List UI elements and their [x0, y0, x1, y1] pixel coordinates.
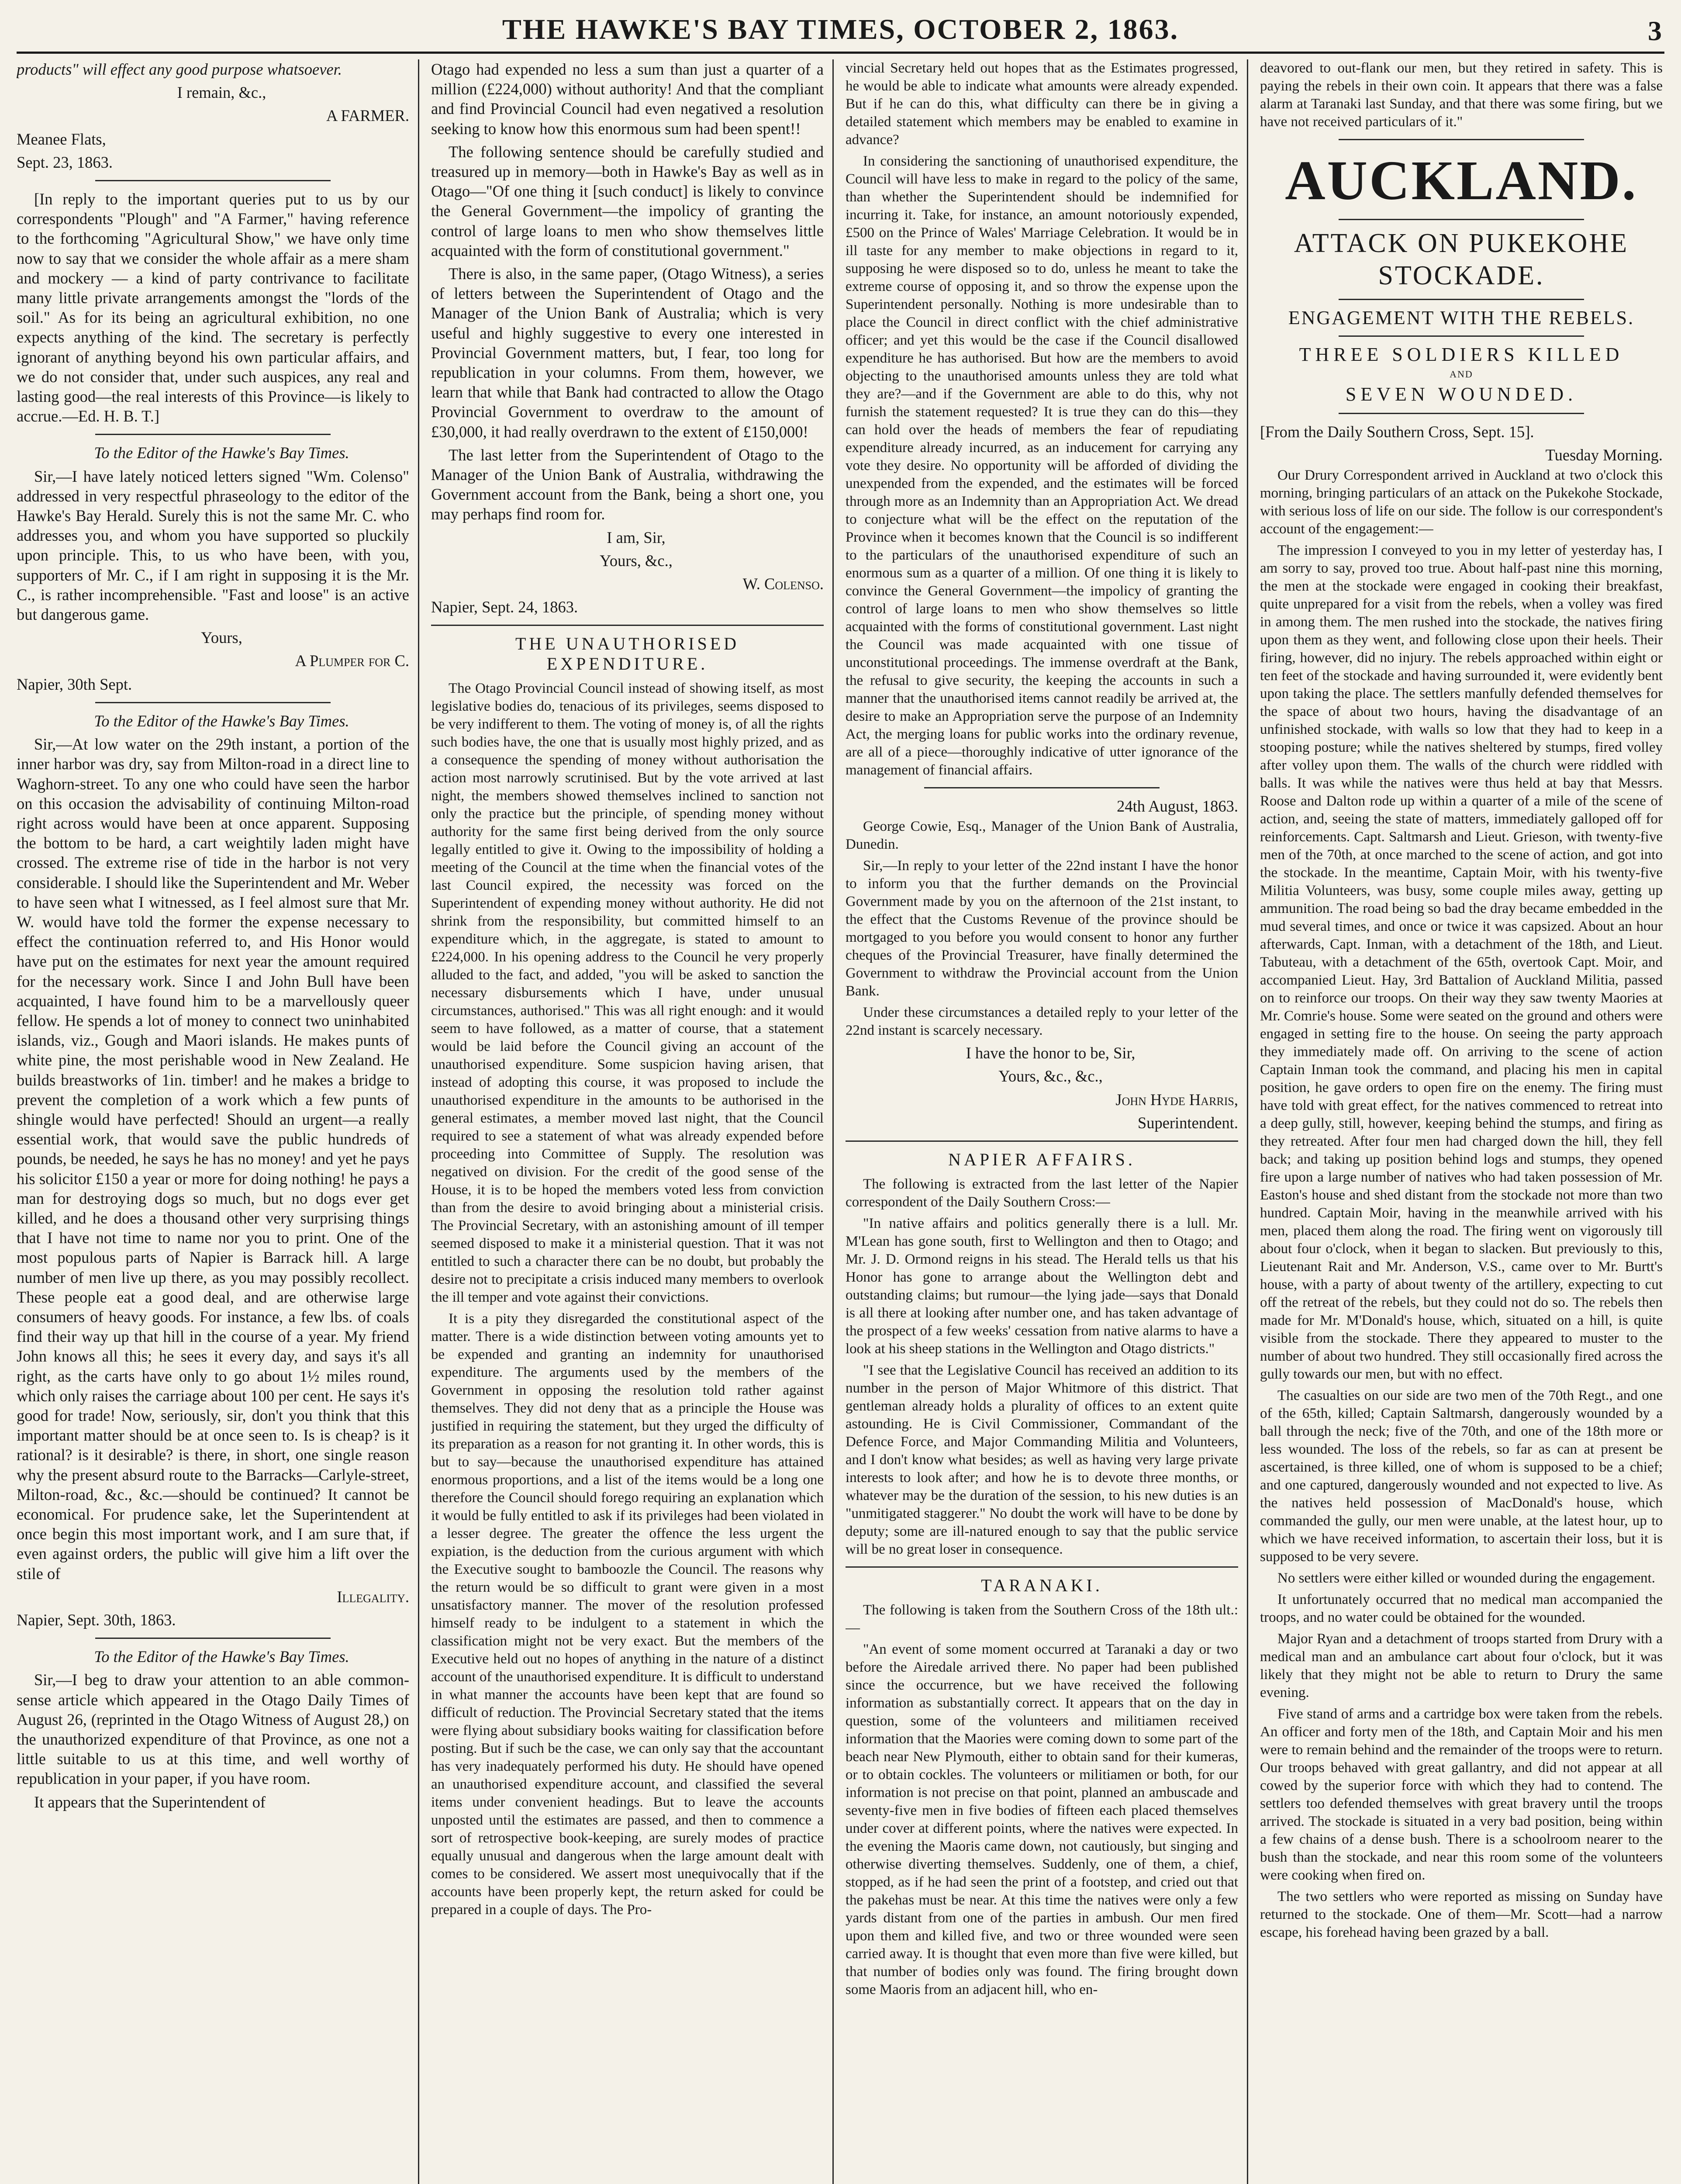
subheading-and: AND [1450, 369, 1473, 380]
letter-4-body: Sir,—I beg to draw your attention to an able common-sense article which appeared in the Otago Daily Times of August 26, (reprinted in the Otago Witness of August 28,) on the unauthorized expenditure of that Province, as one not a little suitable to us at this time, and well worthy of republication in your paper, if you have room. [17, 1671, 409, 1788]
subheading-killed: THREE SOLDIERS KILLED [1299, 344, 1624, 366]
bank-letter-body: Sir,—In reply to your letter of the 22nd instant I have the honor to inform you that the further demands on the Provincial Government made by you on the afternoon of the 21st instant, to the effect that the Customs Revenue of the province should be mortgaged to you before you would consent to honor any further cheques of the Provincial Treasurer, have finally determined the Government to withdraw the Provincial account from the Union Bank. [846, 858, 1238, 999]
columns [17, 59, 1664, 2184]
bank-letter-signature: John Hyde Harris, [1115, 1090, 1238, 1109]
bank-letter-honor: I have the honor to be, Sir, [966, 1044, 1136, 1062]
napier-body-1: "In native affairs and politics generally there is a lull. Mr. M'Lean has gone south, first to Wellington and then to Otago; and Mr. J. D. Ormond reigns in his stead. The Herald tells us that his Honor has gone to arrange about the Wellington debt and outstanding claims; but rumour—the lying jade—says that Donald is all there at looking after number one, and has taken advantage of the prospect of a few weeks' cessation from native alarms to have a look at his sheep stations in the Wellington and Otago districts." [846, 1216, 1238, 1357]
napier-body-2: "I see that the Legislative Council has received an addition to its number in the person of Major Whitmore of this district. That gentleman already holds a plurality of offices to an extent quite astounding. He is Civil Commissioner, Commandant of the Defence Force, and Major Commanding Militia and Volunteers, and I don't know what besides; as well as having very large private interests to look after; and how he is to devote three months, or whatever may be the duration of the session, to his new duties is an "unmitigated staggerer." No doubt the work will have to be done by deputy; some are ill-natured enough to say that the public service will be no great loser in consequence. [846, 1362, 1238, 1558]
column-3 [846, 59, 1248, 2184]
page-title: THE HAWKE'S BAY TIMES, OCTOBER 2, 1863. [502, 14, 1179, 45]
napier-intro: The following is extracted from the last letter of the Napier correspondent of the Daily Southern Cross:— [846, 1176, 1238, 1210]
letter-2-salutation: To the Editor of the Hawke's Bay Times. [94, 444, 349, 462]
colenso-signature: W. Colenso. [742, 575, 824, 593]
colenso-letter-p1: Otago had expended no less a sum than just a quarter of a million (£224,000) without authority! And that the compliant and find Provincial Council had even negatived a resolution seeking to know how this enormous sum had been spent!! [431, 60, 824, 138]
letter-2-body: Sir,—I have lately noticed letters signed "Wm. Colenso" addressed in very respectful phraseology to the editor of the Hawke's Bay Herald. Surely this is not the same Mr. C. who addresses you, and whom you have supported so pluckily upon principle. This, to us who have been, with you, supporters of Mr. C., if I am right in supposing it is the Mr. C., is rather incomprehensible. "Fast and loose" is an active but dangerous game. [17, 467, 409, 624]
masthead [17, 0, 1664, 54]
divider [1339, 139, 1584, 140]
auckland-p2: The impression I conveyed to you in my letter of yesterday has, I am sorry to say, proved too true. About half-past nine this morning, the men at the stockade were engaged in cooking their breakfast, quite unprepared for a visit from the rebels, when a volley was fired in among them. The men rushed into the stockade, the natives firing upon them as they went, and following close upon their heels. Their firing, however, did no injury. The rebels approached within eight or ten feet of the stockade and having surrounded it, were evidently bent upon taking the place. The settlers manfully defended themselves for the space of about two hours, having the disadvantage of an unfinished stockade, with walls so low that they had to keep in a stooping posture; while the natives sheltered by stumps, fired volley after volley upon them. The walls of the church were riddled with balls. It was while the natives were thus held at bay that Messrs. Roose and Dalton rode up within a quarter of a mile of the scene of action, and, seeing the state of matters, immediately galloped off for reinforcements. Capt. Saltmarsh and Lieut. Grieson, with twenty-five men of the 70th, at once marched to the scene of action, and got into the stockade. In the meantime, Captain Moir, with his twenty-five Militia Volunteers, was busy, some couple miles away, getting up ammunition. The road being so bad the dray became embedded in the mud several times, and once or twice it was capsized. About an hour afterwards, Capt. Inman, with a detachment of the 18th, and Lieut. Tabuteau, with a detachment of the 65th, overtook Capt. Moir, and accompanied Lieut. Hay, 3rd Battalion of Auckland Militia, passed on to reinforce our troops. On their way they saw twenty Maories at Mr. Comrie's house. Some were seated on the ground and others were engaged in setting fire to the house. On seeing the party approach they immediately made off. On arriving to the scene of action Captain Inman took the command, and placing his men in capital position, he gave orders to open fire on the enemy. The firing must have told with great effect, for the natives commenced to retreat into a deep gully, still, however, keeping behind the stumps, and firing as they retreated. After four men had charged down the hill, they fell back; and taking up position behind logs and stumps, they opened fire upon a large number of natives who had taken possession of Mr. Easton's house and shed distant from the stockade not more than two hundred. Captain Moir, having in the meanwhile arrived with his men, placed them along the road. The firing went on vigorously till about four o'clock, when it began to slacken. But previously to this, Lieutenant Rait and Mr. Anderson, V.S., came over to Mr. Burtt's house, with a party of about twenty of the artillery, expecting to cut off the retreat of the rebels, but they could not do so. The rebels then made for Mr. M'Donald's house, which, situated on a hill, is quite visible from the stockade. There they appeared to muster to the number of about two hundred. They still occasionally fired across the gully towards our men, but with no effect. [1260, 543, 1663, 1382]
column-4 [1260, 59, 1663, 2184]
source-credit: [From the Daily Southern Cross, Sept. 15]. [1260, 422, 1534, 441]
unauthorised-article-p3: vincial Secretary held out hopes that as the Estimates progressed, he would be able to indicate what amounts were already expended. But if he can do this, what difficulty can there be in giving a detailed statement which members may be enabled to examine in advance? [846, 60, 1238, 148]
divider [95, 180, 331, 181]
divider [846, 1566, 1238, 1568]
unauthorised-article-p1: The Otago Provincial Council instead of showing itself, as most legislative bodies do, tenacious of its privileges, seems disposed to be very indifferent to them. The voting of money is, of all the rights such bodies have, the one that is usually most highly prized, and as a consequence the spending of money without authorisation the action most narrowly scrutinised. But by the vote arrived at last night, the members showed themselves inclined to sanction not only the practice but the principle, of spending money without authority for the same first being derived from the only source legally entitled to give it. Owing to the impossibility of holding a meeting of the Council at the time when the financial votes of the last Council expired, the necessity was forced on the Superintendent of expending money without authority. He did not shrink from the responsibility, but committed himself to an expenditure which, in the aggregate, is stated to amount to £224,000. In his opening address to the Council he very properly alluded to the fact, and added, "you will be asked to sanction the necessary disbursements which I have, under unusual circumstances, authorised." This was all right enough: and it would seem to have followed, as a matter of course, that a statement would be laid before the Council giving an account of the unauthorised expenditure. Some suspicion having arisen, that instead of adopting this course, it was proposed to include the unauthorised expenditure in the amounts to be authorised in the general estimates, a member moved last night, that the Council required to see a statement of what was already expended before proceeding into Committee of Supply. The resolution was negatived on division. For the credit of the good sense of the House, it is to be hoped the members voted less from conviction than from the desire to avoid bringing about a ministerial crisis. The Provincial Secretary, with an astonishing amount of ill temper seemed disposed to make it a ministerial question. That it was not entitled to such a character there can be no doubt, but probably the desire not to precipitate a crisis induced many members to overlook the ill temper and vote against their convictions. [431, 680, 824, 1305]
section-heading-unauthorised: THE UNAUTHORISED EXPENDITURE. [515, 634, 740, 674]
colenso-date: Napier, Sept. 24, 1863. [431, 598, 578, 616]
dateline-day: Tuesday Morning. [1545, 446, 1663, 464]
farmer-date: Sept. 23, 1863. [17, 153, 113, 171]
letter-2-signature: A Plumper for C. [295, 652, 409, 670]
letter-4-continued: It appears that the Superintendent of [34, 1793, 266, 1811]
section-heading-napier: NAPIER AFFAIRS. [948, 1150, 1136, 1170]
bank-letter-addressee: George Cowie, Esq., Manager of the Union Bank of Australia, Dunedin. [846, 819, 1238, 853]
bank-letter-body-2: Under these circumstances a detailed reply to your letter of the 22nd instant is scarcely necessary. [846, 1005, 1238, 1039]
colenso-letter-p3: There is also, in the same paper, (Otago Witness), a series of letters between the Superintendent of Otago and the Manager of the Union Bank of Australia; which is very useful and highly suggestive to every one interested in Provincial Government matters, but, I fear, too long for republication in your columns. From them, however, we learn that while that Bank had contracted to allow the Otago Provincial Government to overdraw to the amount of £30,000, it had really overdrawn to the extent of £150,000! [431, 265, 824, 441]
subheading-engagement: ENGAGEMENT WITH THE REBELS. [1288, 307, 1635, 328]
divider [95, 434, 331, 435]
divider [1339, 219, 1584, 220]
colenso-letter-p2: The following sentence should be carefully studied and treasured up in memory—both in Hawke's Bay as well as in Otago—"Of one thing it [such conduct] is likely to convince the General Government—the impolicy of granting the control of large loans to men who show themselves little acquainted with the form of constitutional government." [431, 142, 824, 259]
page-number: 3 [1648, 15, 1662, 46]
divider [1339, 413, 1584, 414]
bank-letter-yours: Yours, &c., &c., [998, 1067, 1103, 1085]
divider [431, 625, 824, 626]
letter-2-date: Napier, 30th Sept. [17, 675, 132, 693]
subheading-wounded: SEVEN WOUNDED. [1345, 383, 1577, 405]
divider [95, 702, 331, 703]
subheading-attack: ATTACK ON PUKEKOHE [1294, 228, 1629, 258]
bank-letter-date: 24th August, 1863. [1117, 797, 1238, 815]
auckland-p1: Our Drury Correspondent arrived in Auckland at two o'clock this morning, bringing particulars of an attack on the Pukekohe Stockade, with serious loss of life on our side. The follow is our correspondent's account of the engagement:— [1260, 467, 1663, 537]
divider [1339, 299, 1584, 300]
letter-2-yours: Yours, [201, 629, 242, 647]
divider [924, 787, 1160, 788]
farmer-signature: A FARMER. [326, 107, 409, 125]
letter-3-salutation: To the Editor of the Hawke's Bay Times. [94, 712, 349, 730]
section-heading-taranaki: TARANAKI. [981, 1576, 1103, 1596]
auckland-p4: No settlers were either killed or wounded during the engagement. [1277, 1570, 1656, 1586]
auckland-p3: The casualties on our side are two men of the 70th Regt., and one of the 65th, killed; Captain Saltmarsh, dangerously wounded by a ball through the neck; five of the 70th, and one of the 18th more or less wounded. The loss of the rebels, so far as can at present be ascertained, is three killed, one of whom is supposed to be a chief; and one captured, dangerously wounded and not expected to live. As the natives held possession of MacDonald's house, which commanded the gully, our men were unable, at the latest hour, up to which we have received information, to ascertain their loss, but it is supposed to be very severe. [1260, 1388, 1663, 1565]
auckland-p7: Five stand of arms and a cartridge box were taken from the rebels. An officer and forty men of the 18th, and Captain Moir and his men were to remain behind and the remainder of the troops were to return. Our troops behaved with great gallantry, and did not appear at all cowed by the superior force with which they had to contend. The settlers too defended themselves with great bravery until the troops arrived. The stockade is situated in a very bad position, being within a few chains of a dense bush. There is a schoolroom nearer to the bush than the stockade, and near this room some of the volunteers were cooking when fired on. [1260, 1706, 1663, 1883]
farmer-place: Meanee Flats, [17, 130, 106, 148]
divider [95, 1638, 331, 1639]
bank-letter-title: Superintendent. [1137, 1113, 1238, 1132]
editor-note: [In reply to the important queries put to us by our correspondents "Plough" and "A Farmer," having reference to the forthcoming "Agricultural Show," we have only time now to say that we consider the whole affair as a mere sham and mockery — a kind of party contrivance to facilitate many little private arrangements amongst the "lords of the soil." As for its being an agricultural exhibition, no one expects anything of the kind. The secretary is perfectly ignorant of anything beyond his own particular affairs, and we do not consider that, under such auspices, any real and lasting good—the real interests of this Province—is likely to accrue.—Ed. H. B. T.] [17, 190, 409, 425]
column-1 [17, 59, 419, 2184]
auckland-p6: Major Ryan and a detachment of troops started from Drury with a medical man and an ambulance cart about four o'clock, but it was likely that they might not be able to return to Drury the same evening. [1260, 1631, 1663, 1701]
subheading-stockade: STOCKADE. [1378, 261, 1545, 290]
farmer-remain: I remain, &c., [177, 83, 266, 102]
auckland-p8: The two settlers who were reported as missing on Sunday have returned to the stockade. One of them—Mr. Scott—had a narrow escape, his forehead having been grazed by a ball. [1260, 1889, 1663, 1941]
taranaki-tail: deavored to out-flank our men, but they retired in safety. This is paying the rebels in their own coin. It appears that there was a false alarm at Taranaki last Sunday, and that there was some firing, but we have not received particulars of it." [1260, 60, 1663, 130]
letter-3-body: Sir,—At low water on the 29th instant, a portion of the inner harbor was dry, say from Milton-road in a direct line to Waghorn-street. To any one who could have seen the harbor on this occasion the advisability of continuing Milton-road right across would have been at once apparent. Supposing the bottom to be hard, a cart weightily laden might have crossed. The extreme rise of tide in the harbor is not very considerable. I should like the Superintendent and Mr. Weber to have seen what I witnessed, as I feel almost sure that Mr. W. would have told the former the expense necessary to effect the continuation referred to, and His Honor would have put on the estimates for next year the amount required for the necessary work. Since I and John Bull have been acquainted, I have found him to be a marvellously queer fellow. He spends a lot of money to connect two uninhabited islands, viz., Gough and Maori islands. He makes punts of white pine, the most perishable wood in New Zealand. He builds breastworks of 1in. timber! and he makes a bridge to prevent the completion of a work which a few punts of shingle would have perfected! Should an urgent—a really essential work, that would save the public hundreds of pounds, be needed, he says he has no money! and yet he pays his solicitor £150 a year or more for doing nothing! he pays a man for destroying dogs so much, but no dogs ever get killed, and he does a thousand other very surprising things that I have not time to name nor you to print. One of the most populous parts of Napier is Barrack hill. A large number of men live up there, as you may possibly recollect. These people eat a good deal, and are otherwise large consumers of heavy goods. For instance, a few lbs. of coals find their way up that hill in the course of a year. My friend John knows all this; he sees it every day, and says it's all right, as the carts have only to go about 1½ miles round, which only raises the carriage about 100 per cent. He says it's good for trade! Now, seriously, sir, don't you think that this important matter should be at once seen to. Is is cheap? is it rational? is it desirable? is there, in short, one single reason why the present absurd route to the Barracks—Carlyle-street, Milton-road, &c., &c.—should be continued? It cannot be economical. For prudence sake, let the Superintendent at once begin this most important work, and I am sure that, if even against orders, the public will give him a lift over the stile of [17, 735, 409, 1583]
colenso-yours: Yours, &c., [600, 551, 673, 570]
section-heading-auckland: AUCKLAND. [1285, 149, 1638, 211]
farmer-letter-tail: products" will effect any good purpose whatsoever. [17, 60, 342, 78]
auckland-p5: It unfortunately occurred that no medical man accompanied the troops, and no water could be obtained for the wounded. [1260, 1592, 1663, 1626]
taranaki-intro: The following is taken from the Southern Cross of the 18th ult.:— [846, 1602, 1238, 1636]
taranaki-body: "An event of some moment occurred at Taranaki a day or two before the Airedale arrived there. No paper had been published since the occurrence, but we have received the following information as substantially correct. It appears that on the day in question, some of the volunteers and militiamen received information that the Maories were coming down to some part of the beach near New Plymouth, either to obtain sand for their kumeras, or to obtain cockles. The volunteers or militiamen or both, for our information is not precise on that point, planned an ambuscade and seventy-five men in five bodies of fifteen each placed themselves under cover at different points, where the natives were expected. In the evening the Maoris came down, not cautiously, but singing and otherwise diverting themselves. Suddenly, one of them, a chief, stopped, as if he had seen the print of a footstep, and cried out that the pakehas must be near. At this time the natives were only a few yards distant from one of the parties in ambush. Our men fired upon them and killed five, and two or three wounded were seen carried away. It is thought that even more than five were killed, but that number of bodies only was found. The firing brought down some Maoris from an adjacent hill, who en- [846, 1641, 1238, 1998]
divider [846, 1140, 1238, 1142]
letter-4-salutation: To the Editor of the Hawke's Bay Times. [94, 1648, 349, 1666]
colenso-letter-p4: The last letter from the Superintendent of Otago to the Manager of the Union Bank of Australia, withdrawing the Government account from the Bank, being a short one, you may perhaps find room for. [431, 446, 824, 523]
column-2 [431, 59, 834, 2184]
colenso-sir: I am, Sir, [607, 528, 666, 546]
letter-3-signature: Illegality. [337, 1587, 409, 1606]
letter-3-date: Napier, Sept. 30th, 1863. [17, 1611, 176, 1629]
unauthorised-article-p2: It is a pity they disregarded the constitutional aspect of the matter. There is a wide distinction between voting amounts yet to be expended and granting an indemnity for unauthorised expenditure. The arguments used by the members of the Government in opposing the resolution told rather against themselves. They did not deny that as a principle the House was justified in requiring the statement, but they urged the difficulty of its preparation as a reason for not granting it. In other words, this is but to say—because the unauthorised expenditure has attained enormous proportions, and a list of the items would be a long one therefore the Council should forego requiring an explanation which it would be fully entitled to ask if its privileges had been violated in a lesser degree. The greater the offence the less urgent the expiation, is the deduction from the curious argument with which the Executive sought to bamboozle the Council. The reasons why the return would be so difficult to grant were given in a most unsatisfactory manner. The mover of the resolution professed himself ready to be indulgent to a statement in which the classification might not be very exact. But the members of the Executive held out no hopes of anything in the nature of a distinct account of the unauthorised expenditure. It is difficult to understand in what manner the accounts have been kept that are found so difficult of reduction. The Provincial Secretary stated that the items were flying about subsidiary books waiting for classification before posting. But if such be the case, we can only say that the accountant has very inadequately performed his duty. He should have opened an unauthorised expenditure account, and classified the several items under convenient headings. But to leave the accounts unposted until the estimates are passed, and then to commence a sort of retrospective book-keeping, are surely modes of practice equally unusual and dangerous when the large amount dealt with comes to be considered. We assert most unequivocally that if the accounts have been properly kept, the return asked for could be prepared in a couple of days. The Pro- [431, 1310, 824, 1918]
unauthorised-article-p4: In considering the sanctioning of unauthorised expenditure, the Council will have less to make in regard to the policy of the same, than whether the Superintendent should be indemnified for incurring it. Take, for instance, an amount notoriously expended, £500 on the Prince of Wales' Marriage Celebration. It would be in ill taste for any member to make objections in regard to it, supposing he were disposed so to do, unless he meant to take the extreme course of opposing it, and so throw the expense upon the Superintendent personally. Nothing is more undesirable than to place the Council in direct conflict with the chief administrative officer; and yet this would be the case if the Council disallowed expenditure he has authorised. But how are the members to avoid objecting to the unauthorised amounts unless they are told what they are?—and if the Government are able to do this, why not furnish the statement requested? It is true they can do this—they can hold over the heads of members the fear of repudiating expenditure already incurred, as an inducement for carrying any vote they desire. No opportunity will be afforded of dividing the unexpended from the expended, and the estimates will be forced through more as an Indemnity than an Appropriation Act. We dread to conjecture what will be the effect on the reputation of the Province when it becomes known that the Council is so indifferent to the particulars of the unauthorised expenditure of such an enormous sum as a quarter of a million. Of one thing it is likely to convince the General Government—the impolicy of granting the control of large loans to men who show themselves so little acquainted with the forms of constitutional government. Last night the Council was made acquainted with one tissue of unconstitutional proceedings. The immense overdraft at the Bank, the refusal to give security, the keeping the accounts in such a manner that the unauthorised items cannot readily be arrived at, the desire to make an Appropriation serve the purpose of an Indemnity Act, the merging loans for public works into the ordinary revenue, are all of a piece—thoroughly indicative of utter ignorance of the management of financial affairs. [846, 153, 1238, 778]
divider [1339, 335, 1584, 337]
